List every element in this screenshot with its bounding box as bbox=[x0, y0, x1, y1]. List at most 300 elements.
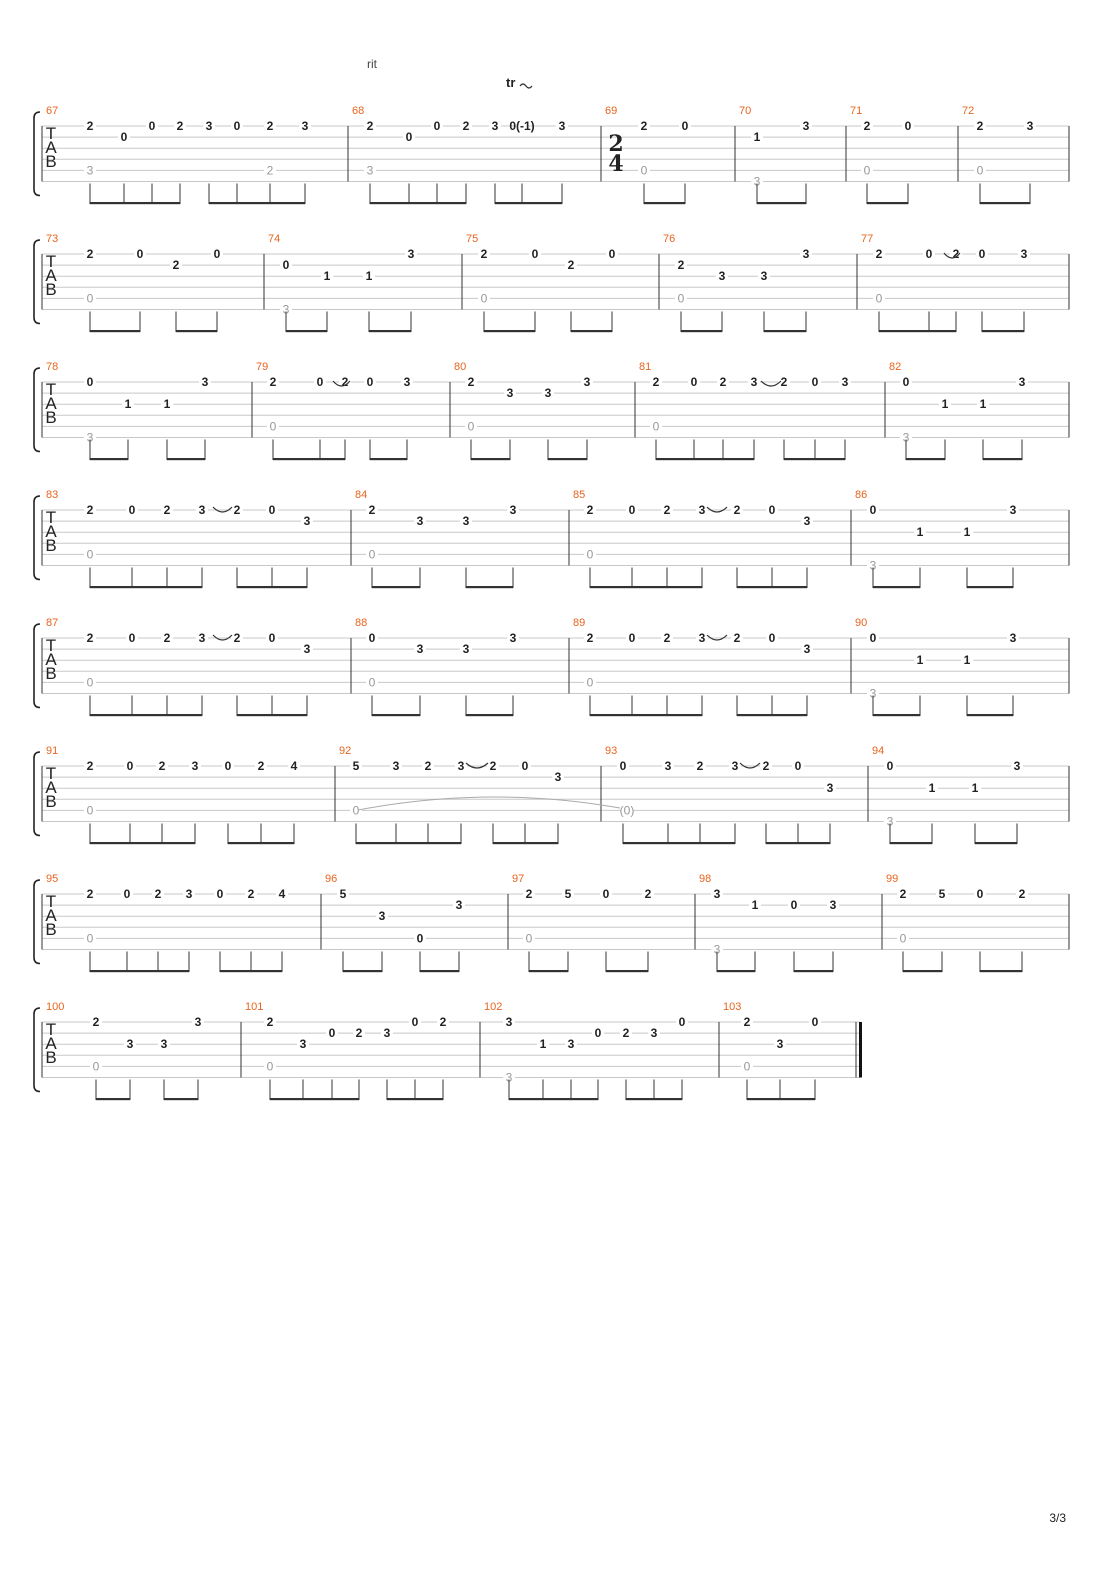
fret-number: 2 bbox=[733, 503, 741, 517]
fret-number: 0 bbox=[628, 631, 636, 645]
fret-number: 0 bbox=[594, 1026, 602, 1041]
fret-number: 3 bbox=[462, 514, 470, 529]
tab-system bbox=[34, 361, 1069, 460]
bass-fret-number: 0 bbox=[976, 163, 984, 178]
fret-number: 2 bbox=[640, 119, 648, 133]
tab-clef-letter: B bbox=[45, 1048, 57, 1067]
tab-system bbox=[34, 489, 1069, 588]
fret-number: 0 bbox=[328, 1026, 336, 1041]
fret-number: 0 bbox=[128, 503, 136, 517]
fret-number: 3 bbox=[567, 1037, 575, 1052]
fret-number: 3 bbox=[416, 514, 424, 529]
fret-number: 3 bbox=[407, 247, 415, 261]
fret-number: 3 bbox=[544, 386, 552, 401]
fret-number: 2 bbox=[247, 887, 255, 901]
fret-number: 0 bbox=[978, 247, 986, 261]
beam bbox=[90, 202, 180, 204]
fret-number: 3 bbox=[194, 1015, 202, 1029]
fret-number: 3 bbox=[509, 503, 517, 517]
time-signature-bottom: 4 bbox=[608, 151, 624, 177]
fret-number: 2 bbox=[368, 503, 376, 517]
fret-number: 3 bbox=[191, 759, 199, 773]
tab-system bbox=[34, 1001, 862, 1100]
bass-fret-number: 2 bbox=[266, 163, 274, 178]
fret-number: 3 bbox=[160, 1037, 168, 1052]
fret-number: 0 bbox=[233, 119, 241, 133]
fret-number: 3 bbox=[299, 1037, 307, 1052]
tab-clef-letter: T bbox=[45, 636, 57, 655]
fret-number: 0 bbox=[405, 130, 413, 145]
tab-system bbox=[34, 105, 1069, 204]
fret-number: 2 bbox=[586, 503, 594, 517]
fret-number: 1 bbox=[916, 653, 924, 668]
bass-fret-number: 0 bbox=[86, 675, 94, 690]
fret-number: 3 bbox=[126, 1037, 134, 1052]
bass-fret-number: 0 bbox=[368, 547, 376, 562]
fret-number: 2 bbox=[266, 1015, 274, 1029]
bass-fret-number: 0 bbox=[86, 291, 94, 306]
fret-number: 2 bbox=[586, 631, 594, 645]
fret-number: 1 bbox=[979, 397, 987, 412]
fret-number: 3 bbox=[718, 269, 726, 284]
tab-clef-letter: A bbox=[45, 522, 57, 541]
fret-number: 3 bbox=[491, 119, 499, 133]
fret-number: 0 bbox=[123, 887, 131, 901]
beam bbox=[270, 1098, 359, 1100]
tab-clef-letter: B bbox=[45, 408, 57, 427]
beam bbox=[890, 842, 932, 844]
measure-number: 70 bbox=[739, 105, 752, 117]
measure-number: 88 bbox=[355, 617, 368, 629]
system-bracket bbox=[34, 368, 40, 452]
fret-number: 0 bbox=[790, 898, 798, 913]
fret-number: 2 bbox=[233, 503, 241, 517]
fret-number: 2 bbox=[233, 631, 241, 645]
system-bracket bbox=[34, 112, 40, 196]
bass-fret-number: 3 bbox=[505, 1070, 513, 1085]
fret-number: 1 bbox=[941, 397, 949, 412]
tab-clef-letter: A bbox=[45, 394, 57, 413]
beam bbox=[867, 202, 908, 204]
fret-number: 2 bbox=[86, 759, 94, 773]
beam bbox=[356, 842, 461, 844]
beam bbox=[90, 714, 202, 716]
fret-number: 3 bbox=[776, 1037, 784, 1052]
fret-number: 3 bbox=[462, 642, 470, 657]
bass-fret-number: 3 bbox=[869, 686, 877, 701]
bass-fret-number: 0 bbox=[652, 419, 660, 434]
fret-number: 2 bbox=[719, 375, 727, 389]
fret-number: 2 bbox=[163, 631, 171, 645]
beam bbox=[90, 586, 202, 588]
fret-number: 2 bbox=[462, 119, 470, 133]
fret-number: 3 bbox=[505, 1015, 513, 1029]
trill-wave-icon bbox=[520, 84, 532, 88]
beam bbox=[167, 458, 205, 460]
fret-number: 2 bbox=[743, 1015, 751, 1029]
fret-number: 5 bbox=[938, 887, 946, 901]
fret-number: 3 bbox=[554, 770, 562, 785]
fret-number: 0 bbox=[619, 759, 627, 773]
tab-clef-letter: T bbox=[45, 1020, 57, 1039]
bass-fret-number: 0 bbox=[352, 803, 360, 818]
fret-number: 1 bbox=[971, 781, 979, 796]
fret-number: 3 bbox=[731, 759, 739, 773]
fret-number: 0 bbox=[902, 375, 910, 389]
beam bbox=[273, 458, 345, 460]
beam bbox=[90, 842, 195, 844]
fret-number: 2 bbox=[257, 759, 265, 773]
bass-fret-number: 3 bbox=[86, 163, 94, 178]
fret-number: 3 bbox=[803, 642, 811, 657]
fret-number: 0 bbox=[282, 258, 290, 273]
beam bbox=[220, 970, 282, 972]
fret-number: 2 bbox=[424, 759, 432, 773]
bass-fret-number: 0 bbox=[467, 419, 475, 434]
fret-number: 0 bbox=[811, 375, 819, 389]
measure-number: 74 bbox=[268, 233, 281, 245]
fret-number: 3 bbox=[698, 503, 706, 517]
fret-number: 0 bbox=[268, 503, 276, 517]
beam bbox=[717, 970, 755, 972]
fret-number: 2 bbox=[644, 887, 652, 901]
beam bbox=[90, 970, 189, 972]
fret-number: 3 bbox=[841, 375, 849, 389]
fret-number: 2 bbox=[663, 631, 671, 645]
fret-number: 2 bbox=[780, 375, 788, 389]
fret-number: 4 bbox=[278, 887, 286, 901]
fret-number: 1 bbox=[928, 781, 936, 796]
tab-clef-letter: T bbox=[45, 892, 57, 911]
fret-number: 0 bbox=[86, 375, 94, 389]
fret-number: 0 bbox=[316, 375, 324, 389]
fret-number: 2 bbox=[567, 258, 575, 273]
fret-number: 3 bbox=[829, 898, 837, 913]
fret-number: 0 bbox=[531, 247, 539, 261]
beam bbox=[495, 202, 562, 204]
bass-fret-number: 0 bbox=[86, 547, 94, 562]
fret-number: 3 bbox=[457, 759, 465, 773]
fret-number: 2 bbox=[176, 119, 184, 133]
fret-number: 3 bbox=[1018, 375, 1026, 389]
bass-fret-number: 3 bbox=[86, 430, 94, 445]
fret-number: 2 bbox=[341, 375, 349, 389]
bass-fret-number: 0 bbox=[480, 291, 488, 306]
fret-number: 5 bbox=[352, 759, 360, 773]
fret-number: 3 bbox=[1020, 247, 1028, 261]
fret-number: 3 bbox=[205, 119, 213, 133]
beam bbox=[529, 970, 568, 972]
fret-number: 0 bbox=[268, 631, 276, 645]
bass-fret-number: 0 bbox=[525, 931, 533, 946]
beam bbox=[237, 586, 307, 588]
bass-fret-number: 0 bbox=[863, 163, 871, 178]
tab-clef-letter: B bbox=[45, 664, 57, 683]
measure-number: 102 bbox=[484, 1001, 503, 1013]
fret-number: 3 bbox=[383, 1026, 391, 1041]
tab-clef-letter: T bbox=[45, 380, 57, 399]
beam bbox=[656, 458, 754, 460]
beam bbox=[286, 330, 327, 332]
tab-clef-letter: A bbox=[45, 1034, 57, 1053]
fret-number: 2 bbox=[172, 258, 180, 273]
fret-number: 0 bbox=[794, 759, 802, 773]
bass-fret-number: 0 bbox=[266, 1059, 274, 1074]
fret-number: 3 bbox=[1026, 119, 1034, 133]
fret-number: 1 bbox=[163, 397, 171, 412]
fret-number: 0 bbox=[120, 130, 128, 145]
fret-number: 2 bbox=[154, 887, 162, 901]
fret-number: 0 bbox=[886, 759, 894, 773]
fret-number: 3 bbox=[201, 375, 209, 389]
fret-number: 0 bbox=[213, 247, 221, 261]
measure-number: 81 bbox=[639, 361, 652, 373]
bass-fret-number: 0 bbox=[86, 803, 94, 818]
fret-number: 3 bbox=[185, 887, 193, 901]
fret-number: 3 bbox=[650, 1026, 658, 1041]
fret-number: 3 bbox=[1009, 503, 1017, 517]
bass-fret-number: 0 bbox=[86, 931, 94, 946]
measure-number: 76 bbox=[663, 233, 676, 245]
beam bbox=[176, 330, 217, 332]
fret-number: 3 bbox=[455, 898, 463, 913]
beam bbox=[90, 458, 128, 460]
tab-clef-letter: B bbox=[45, 920, 57, 939]
bass-fret-number: 0 bbox=[92, 1059, 100, 1074]
fret-number: 2 bbox=[467, 375, 475, 389]
fret-number: 0 bbox=[136, 247, 144, 261]
fret-number: 2 bbox=[489, 759, 497, 773]
fret-number: 3 bbox=[403, 375, 411, 389]
measure-number: 77 bbox=[861, 233, 874, 245]
measure-number: 78 bbox=[46, 361, 59, 373]
fret-number: 2 bbox=[86, 631, 94, 645]
measure-number: 82 bbox=[889, 361, 902, 373]
fret-number: 3 bbox=[803, 514, 811, 529]
beam bbox=[548, 458, 587, 460]
fret-number: 5 bbox=[564, 887, 572, 901]
fret-number: 2 bbox=[899, 887, 907, 901]
fret-number: 2 bbox=[366, 119, 374, 133]
bass-fret-number: 0 bbox=[899, 931, 907, 946]
system-bracket bbox=[34, 624, 40, 708]
fret-number: 3 bbox=[416, 642, 424, 657]
bass-fret-number: 3 bbox=[282, 302, 290, 317]
beam bbox=[590, 714, 702, 716]
fret-number: 0 bbox=[976, 887, 984, 901]
fret-number: 2 bbox=[269, 375, 277, 389]
fret-number: 2 bbox=[976, 119, 984, 133]
measure-number: 68 bbox=[352, 105, 365, 117]
fret-number: 2 bbox=[652, 375, 660, 389]
fret-number: 0 bbox=[681, 119, 689, 133]
bass-fret-number: 0 bbox=[586, 675, 594, 690]
measure-number: 86 bbox=[855, 489, 868, 501]
fret-number: 2 bbox=[439, 1015, 447, 1029]
beam bbox=[571, 330, 612, 332]
measure-number: 79 bbox=[256, 361, 269, 373]
fret-number: 1 bbox=[753, 130, 761, 145]
measure-number: 87 bbox=[46, 617, 59, 629]
fret-number: 3 bbox=[750, 375, 758, 389]
fret-number: 3 bbox=[303, 514, 311, 529]
fret-number: 2 bbox=[92, 1015, 100, 1029]
beam bbox=[747, 1098, 815, 1100]
beam bbox=[757, 202, 806, 204]
measure-number: 67 bbox=[46, 105, 59, 117]
system-bracket bbox=[34, 752, 40, 836]
beam bbox=[982, 330, 1024, 332]
bass-fret-number: (0) bbox=[619, 803, 635, 818]
fret-number: 3 bbox=[664, 759, 672, 773]
measure-number: 84 bbox=[355, 489, 368, 501]
fret-number: 2 bbox=[1018, 887, 1026, 901]
tab-clef-letter: A bbox=[45, 778, 57, 797]
tab-system bbox=[34, 873, 1069, 972]
beam bbox=[369, 330, 411, 332]
measure-number: 90 bbox=[855, 617, 868, 629]
system-bracket bbox=[34, 240, 40, 324]
tab-clef-letter: A bbox=[45, 650, 57, 669]
beam bbox=[471, 458, 510, 460]
tab-clef-letter: B bbox=[45, 536, 57, 555]
measure-number: 95 bbox=[46, 873, 59, 885]
fret-number: 3 bbox=[509, 631, 517, 645]
measure-number: 91 bbox=[46, 745, 59, 757]
beam bbox=[681, 330, 722, 332]
fret-number: 0 bbox=[433, 119, 441, 133]
fret-number: 3 bbox=[760, 269, 768, 284]
bass-fret-number: 3 bbox=[902, 430, 910, 445]
fret-number: 3 bbox=[713, 887, 721, 901]
beam bbox=[980, 970, 1022, 972]
fret-number: 0 bbox=[416, 931, 424, 946]
fret-number: 0 bbox=[768, 503, 776, 517]
beam bbox=[606, 970, 648, 972]
measure-number: 93 bbox=[605, 745, 618, 757]
fret-number: 3 bbox=[198, 631, 206, 645]
tab-system bbox=[34, 233, 1069, 332]
fret-number: 3 bbox=[1013, 759, 1021, 773]
fret-number: 1 bbox=[539, 1037, 547, 1052]
tab-clef-letter: A bbox=[45, 906, 57, 925]
tab-clef-letter: T bbox=[45, 508, 57, 527]
fret-number: 2 bbox=[266, 119, 274, 133]
measure-number: 72 bbox=[962, 105, 975, 117]
beam bbox=[644, 202, 685, 204]
page-number: 3/3 bbox=[1049, 1511, 1066, 1525]
fret-number: 0 bbox=[602, 887, 610, 901]
fret-number: 0 bbox=[608, 247, 616, 261]
bass-fret-number: 3 bbox=[753, 174, 761, 189]
fret-number: 0 bbox=[925, 247, 933, 261]
beam bbox=[980, 202, 1030, 204]
fret-number: 3 bbox=[303, 642, 311, 657]
beam bbox=[967, 714, 1013, 716]
beam bbox=[466, 586, 513, 588]
beam bbox=[784, 458, 845, 460]
beam bbox=[906, 458, 945, 460]
measure-number: 89 bbox=[573, 617, 586, 629]
beam bbox=[387, 1098, 443, 1100]
fret-number: 2 bbox=[663, 503, 671, 517]
bass-fret-number: 3 bbox=[886, 814, 894, 829]
beam bbox=[96, 1098, 130, 1100]
fret-number: 4 bbox=[290, 759, 298, 773]
beam bbox=[343, 970, 382, 972]
time-signature-top: 2 bbox=[608, 131, 624, 157]
fret-number: 2 bbox=[355, 1026, 363, 1041]
beam bbox=[764, 330, 806, 332]
rit-direction: rit bbox=[367, 57, 377, 71]
fret-number: 2 bbox=[622, 1026, 630, 1041]
bass-fret-number: 3 bbox=[713, 942, 721, 957]
beam bbox=[623, 842, 735, 844]
tab-clef-letter: T bbox=[45, 764, 57, 783]
measure-number: 73 bbox=[46, 233, 59, 245]
beam bbox=[873, 586, 920, 588]
bass-fret-number: 0 bbox=[677, 291, 685, 306]
fret-number: 3 bbox=[392, 759, 400, 773]
fret-number: 3 bbox=[558, 119, 566, 133]
fret-number: 3 bbox=[1009, 631, 1017, 645]
fret-number: 3 bbox=[301, 119, 309, 133]
bass-fret-number: 0 bbox=[743, 1059, 751, 1074]
final-barline-thick bbox=[859, 1022, 862, 1078]
fret-number: 0 bbox=[366, 375, 374, 389]
fret-number: 3 bbox=[198, 503, 206, 517]
measure-number: 94 bbox=[872, 745, 885, 757]
fret-number: 2 bbox=[762, 759, 770, 773]
fret-number: 3 bbox=[826, 781, 834, 796]
fret-number: 1 bbox=[751, 898, 759, 913]
fret-number: 0 bbox=[128, 631, 136, 645]
fret-number: 0 bbox=[224, 759, 232, 773]
beam bbox=[370, 458, 407, 460]
measure-number: 92 bbox=[339, 745, 352, 757]
fret-number: 0 bbox=[869, 503, 877, 517]
beam bbox=[766, 842, 830, 844]
beam bbox=[737, 714, 807, 716]
beam bbox=[879, 330, 956, 332]
fret-number: 1 bbox=[365, 269, 373, 284]
bass-fret-number: 0 bbox=[586, 547, 594, 562]
tab-clef-letter: B bbox=[45, 792, 57, 811]
fret-number: 2 bbox=[86, 887, 94, 901]
tab-system bbox=[34, 745, 1069, 844]
fret-number: 2 bbox=[696, 759, 704, 773]
fret-number: 3 bbox=[698, 631, 706, 645]
fret-number: 0(-1) bbox=[509, 119, 535, 133]
system-bracket bbox=[34, 880, 40, 964]
fret-number: 2 bbox=[163, 503, 171, 517]
fret-number: 0 bbox=[690, 375, 698, 389]
beam bbox=[372, 714, 420, 716]
beam bbox=[967, 586, 1013, 588]
tab-clef-letter: A bbox=[45, 266, 57, 285]
fret-number: 0 bbox=[368, 631, 376, 645]
fret-number: 2 bbox=[86, 119, 94, 133]
measure-number: 98 bbox=[699, 873, 712, 885]
fret-number: 1 bbox=[916, 525, 924, 540]
beam bbox=[372, 586, 420, 588]
beam bbox=[209, 202, 305, 204]
bass-fret-number: 0 bbox=[875, 291, 883, 306]
bass-fret-number: 3 bbox=[366, 163, 374, 178]
fret-number: 2 bbox=[863, 119, 871, 133]
measure-number: 83 bbox=[46, 489, 59, 501]
measure-number: 100 bbox=[46, 1001, 65, 1013]
